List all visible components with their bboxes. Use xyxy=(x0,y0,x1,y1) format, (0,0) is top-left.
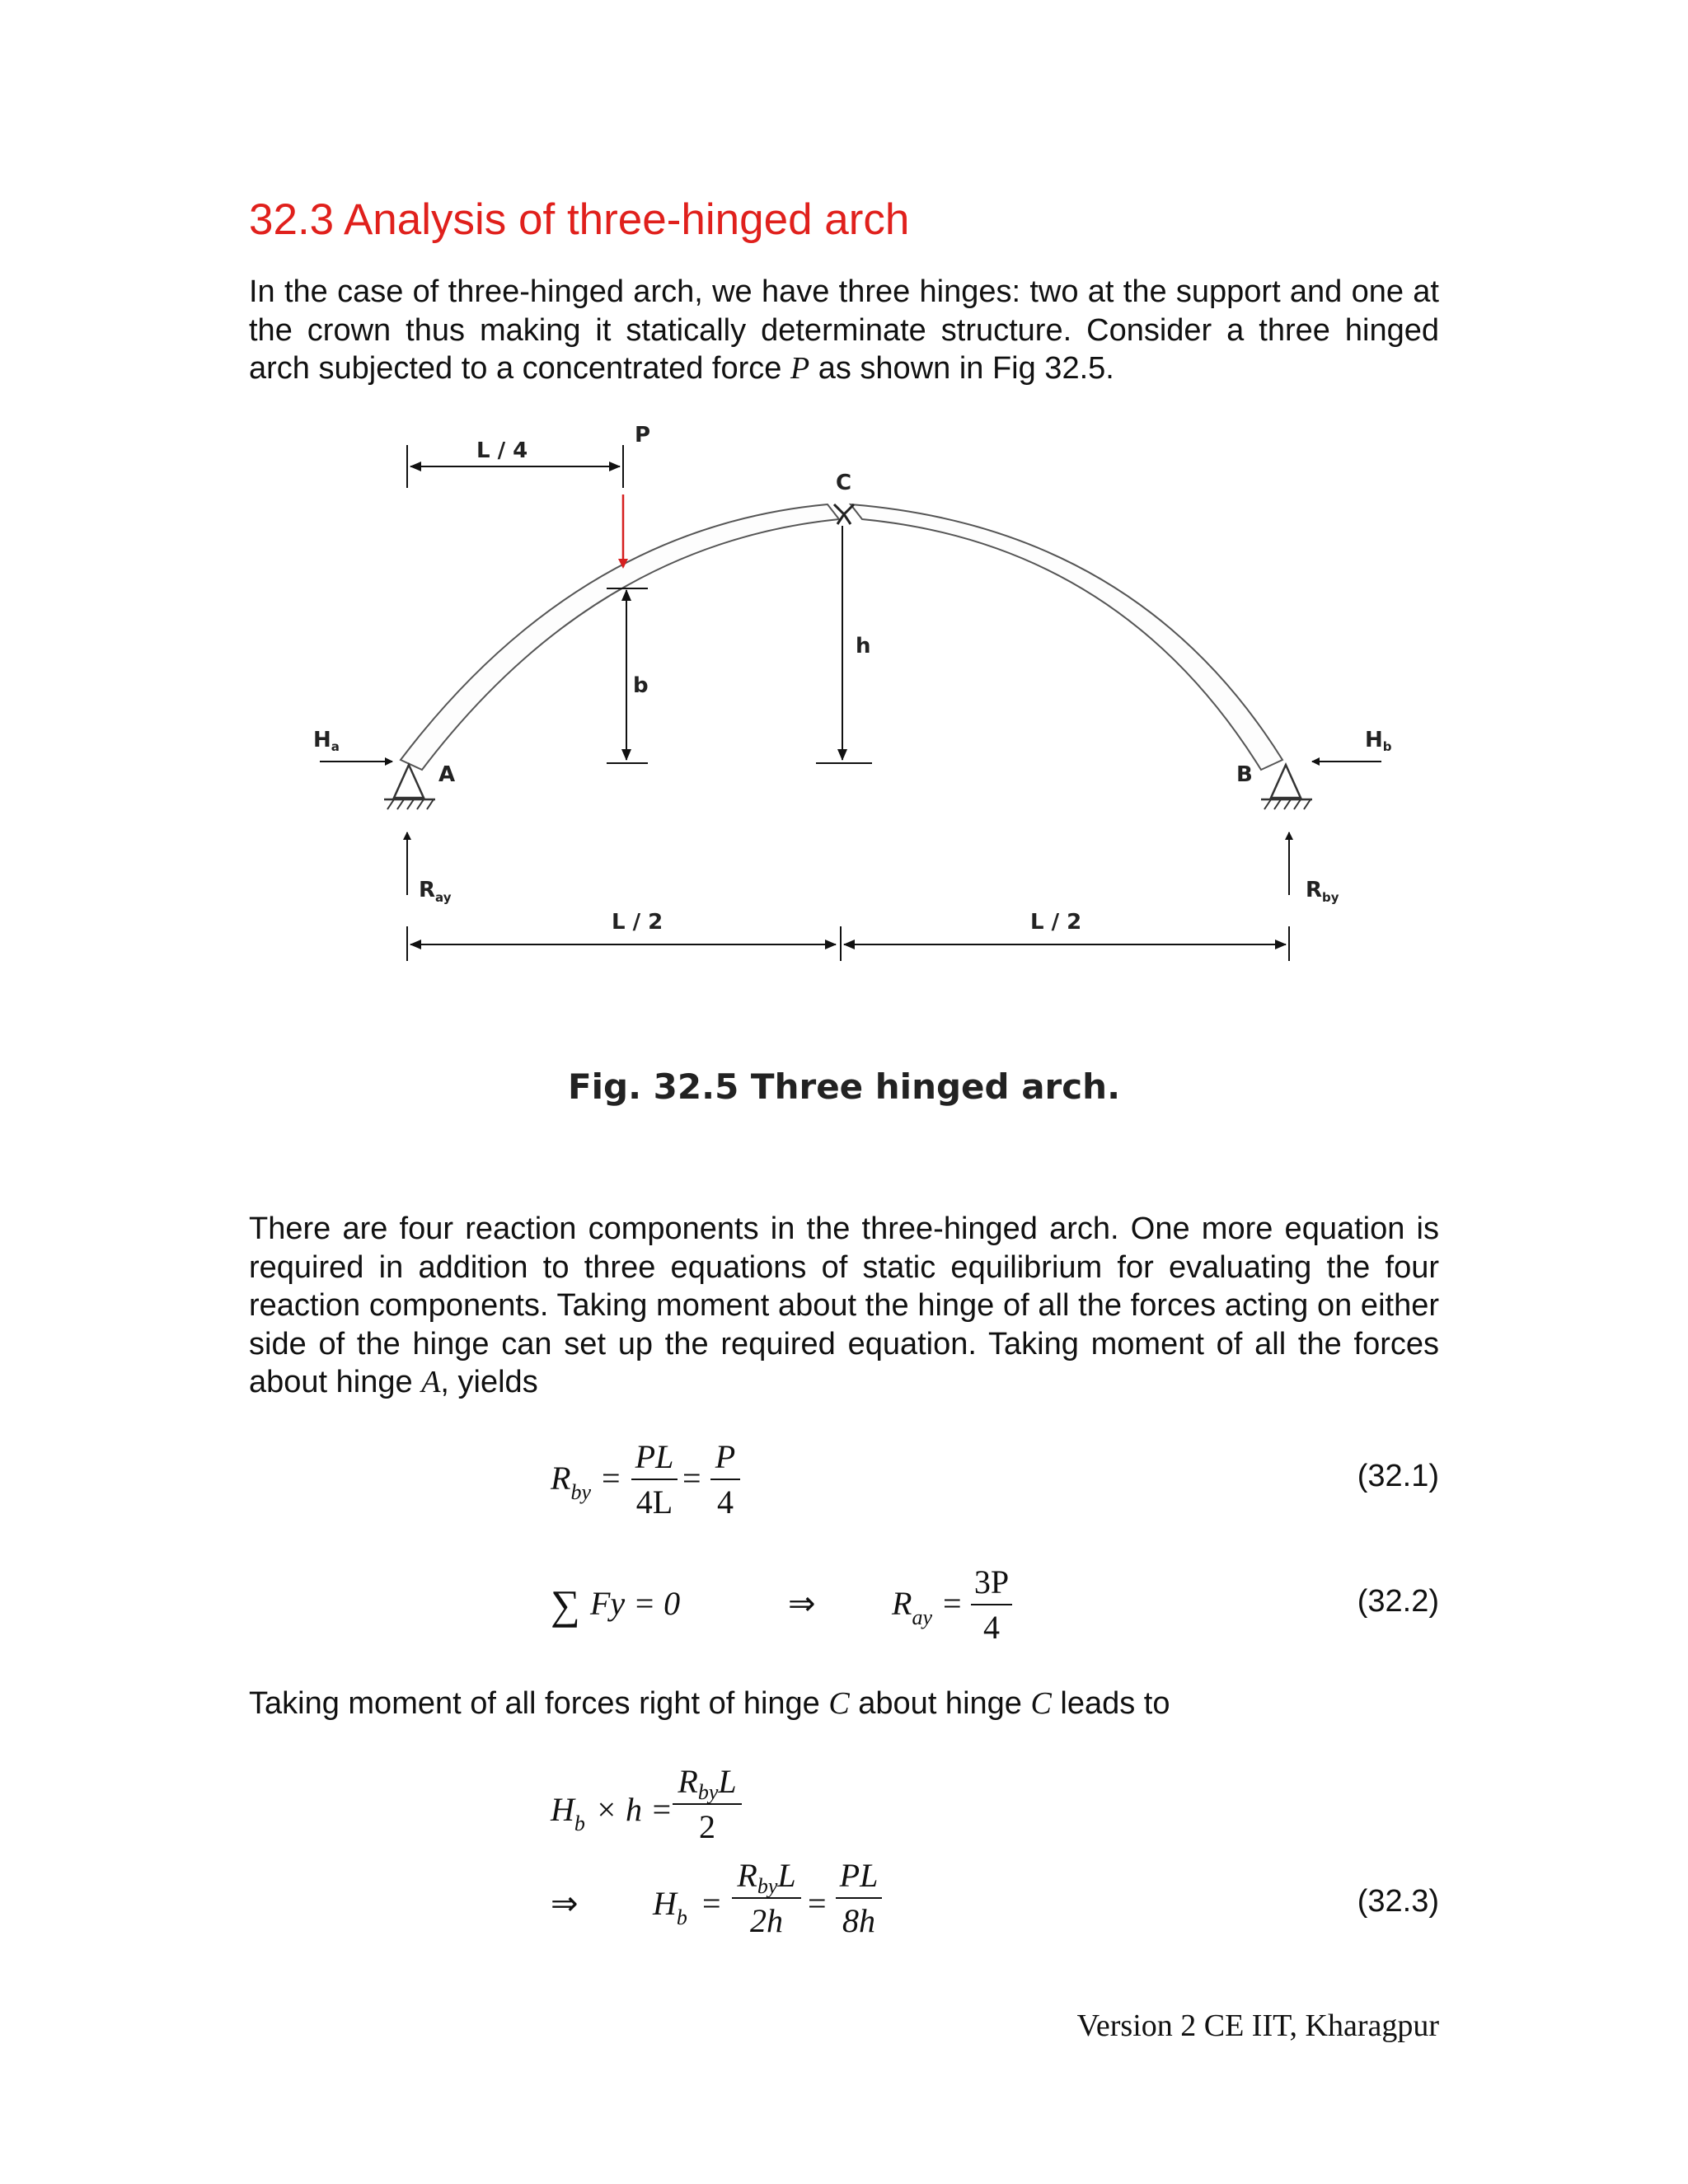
label-l2-right: L / 2 xyxy=(1030,910,1082,935)
reaction-text: There are four reaction components in the three-hinged arch. One more equation is required in addition to three equations of static equilibrium for evaluating the four reaction components. Taking moment about the hinge of all the forces acting on either side of the hinge can set up the required equation. Taking moment of all the forces about hinge xyxy=(249,1212,1439,1399)
label-l2-left: L / 2 xyxy=(612,910,663,935)
reaction-end: , yields xyxy=(440,1365,538,1399)
hinge-paragraph: Taking moment of all forces right of hinge C about hinge C leads to xyxy=(249,1686,1170,1721)
equation-number-32-1: (32.1) xyxy=(1357,1459,1439,1493)
equation-number-32-3: (32.3) xyxy=(1357,1884,1439,1919)
label-p: P xyxy=(635,423,651,448)
document-page: 32.3 Analysis of three-hinged arch In the case of three-hinged arch, we have three hinges: two at the support and one at the crown thus making it statically determinate structure. Consider a three hinged arch subjected to a concentrated force P as shown in Fig 32.5. L / 4 P b C h Ha A Hb B $R_{ay}$ $R_{by}$ L / 2 L / 2 Fig. 32.5 Three hinged arch. There are four reaction components in the three-hinged arch. One more equation is required in addition to three equations of static equilibrium for evaluating the four reaction components. Taking moment about the hinge of all the forces acting on either side of the hinge can set up the required equation. Taking moment of all the forces about hinge A, yields $R_{by}$ = PL 4L = P 4 (32.1) ∑ Fy = 0 ⇒ $R_{ay}$ = 3P 4 (32.2) Taking moment of all forces right of hinge C about hinge C leads to $H_b$ × h = $R_{by}L$ 2 ⇒ $H_b$ = $R_{by}L$ 2h = PL 8h (32.3) Version 2 CE IIT, Kharagpur xyxy=(0,0,1688,2184)
intro-text: In the case of three-hinged arch, we have three hinges: two at the support and one at the crown thus making it statically determinate structure. Consider a three hinged arch subjected to a concentrated force xyxy=(249,274,1439,386)
arch-left-segment xyxy=(401,504,839,770)
support-b xyxy=(1261,765,1312,809)
section-title: 32.3 Analysis of three-hinged arch xyxy=(249,195,910,244)
intro-end: as shown in Fig 32.5. xyxy=(818,351,1114,386)
label-rby: $R_{by}$ xyxy=(1306,878,1339,905)
intro-var-p: P xyxy=(790,351,810,386)
equation-number-32-2: (32.2) xyxy=(1357,1584,1439,1619)
arch-right-segment xyxy=(851,504,1282,770)
arch-figure xyxy=(0,0,1688,1038)
label-c: C xyxy=(836,471,852,495)
reaction-paragraph xyxy=(249,1210,1439,1402)
label-b: b xyxy=(633,673,649,698)
figure-caption: Fig. 32.5 Three hinged arch. xyxy=(567,1066,1121,1107)
support-a xyxy=(384,765,435,809)
label-l4: L / 4 xyxy=(476,438,528,463)
label-ray: $R_{ay}$ xyxy=(419,878,452,905)
dimension-l2 xyxy=(407,926,1289,961)
label-a: A xyxy=(438,762,456,787)
crown-hinge xyxy=(834,504,854,524)
label-bpt: B xyxy=(1236,762,1253,787)
label-ha: Ha xyxy=(313,728,340,754)
reaction-var-a: A xyxy=(421,1365,441,1399)
label-h: h xyxy=(856,634,871,658)
label-hb: Hb xyxy=(1365,728,1392,754)
page-footer: Version 2 CE IIT, Kharagpur xyxy=(1076,2008,1439,2043)
